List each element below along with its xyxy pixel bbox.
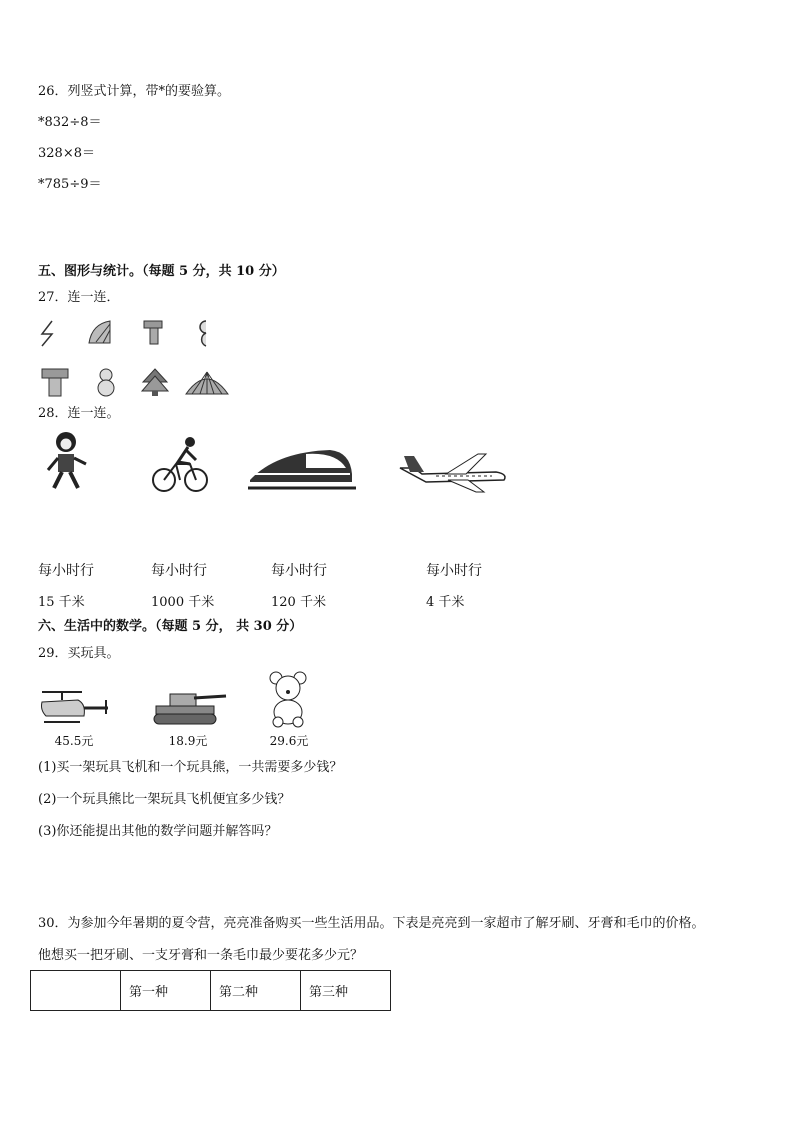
- q26-line-2: 328×8＝: [38, 146, 95, 161]
- cyclist-icon: [150, 436, 210, 494]
- airplane-icon: [396, 452, 510, 494]
- q29-question-3: (3)你还能提出其他的数学问题并解答吗？: [38, 824, 278, 839]
- speed-label-4: 每小时行: [426, 563, 482, 579]
- partial-snowman-icon: [192, 318, 212, 348]
- toy-bear-icon: [266, 670, 310, 728]
- speed-label-3: 每小时行: [271, 563, 327, 579]
- price-table: [30, 970, 391, 1011]
- q26-title: 26．列竖式计算，带*的要验算。: [38, 84, 231, 99]
- partial-t-shape-icon: [142, 318, 164, 346]
- speed-label-2: 每小时行: [151, 563, 207, 579]
- q27-title: 27．连一连．: [38, 290, 120, 305]
- section5-heading: 五、图形与统计。（每题 5 分，共 10 分）: [38, 264, 285, 279]
- q29-question-1: (1)买一架玩具飞机和一个玩具熊，一共需要多少钱？: [38, 760, 343, 775]
- toy-bear-price: 29.6元: [269, 734, 309, 748]
- q30-line-1: 30．为参加今年暑期的夏令营，亮亮准备购买一些生活用品。下表是亮亮到一家超市了解牙刷、牙膏和毛巾的价格。: [38, 916, 705, 931]
- q28-title: 28．连一连。: [38, 406, 120, 421]
- table-header-third: 第三种: [301, 971, 391, 1011]
- q26-line-1: *832÷8＝: [38, 115, 102, 130]
- toy-tank-price: 18.9元: [168, 734, 208, 748]
- girl-walking-icon: [44, 430, 90, 492]
- t-shape-icon: [40, 366, 70, 398]
- partial-zigzag-icon: [38, 318, 60, 348]
- toy-helicopter-icon: [36, 688, 112, 730]
- toy-tank-icon: [150, 686, 228, 726]
- speed-value-3: 120 千米: [271, 595, 326, 610]
- speed-value-1: 15 千米: [38, 595, 85, 610]
- table-row: [31, 971, 391, 1011]
- speed-label-1: 每小时行: [38, 563, 94, 579]
- table-header-first: 第一种: [121, 971, 211, 1011]
- speed-value-2: 1000 千米: [151, 595, 215, 610]
- umbrella-icon: [184, 370, 230, 396]
- partial-umbrella-icon: [86, 318, 112, 346]
- toy-helicopter-price: 45.5元: [54, 734, 94, 748]
- q30-line-2: 他想买一把牙刷、一支牙膏和一条毛巾最少要花多少元？: [38, 948, 364, 963]
- snowman-icon: [95, 366, 117, 398]
- q29-title: 29．买玩具。: [38, 646, 120, 661]
- q29-question-2: (2)一个玩具熊比一架玩具飞机便宜多少钱？: [38, 792, 291, 807]
- tree-icon: [140, 366, 170, 398]
- section6-heading: 六、生活中的数学。（每题 5 分， 共 30 分）: [38, 619, 303, 634]
- speed-value-4: 4 千米: [426, 595, 465, 610]
- table-header-second: 第二种: [211, 971, 301, 1011]
- q26-line-3: *785÷9＝: [38, 177, 102, 192]
- high-speed-train-icon: [246, 444, 358, 492]
- table-corner-cell: [31, 971, 121, 1011]
